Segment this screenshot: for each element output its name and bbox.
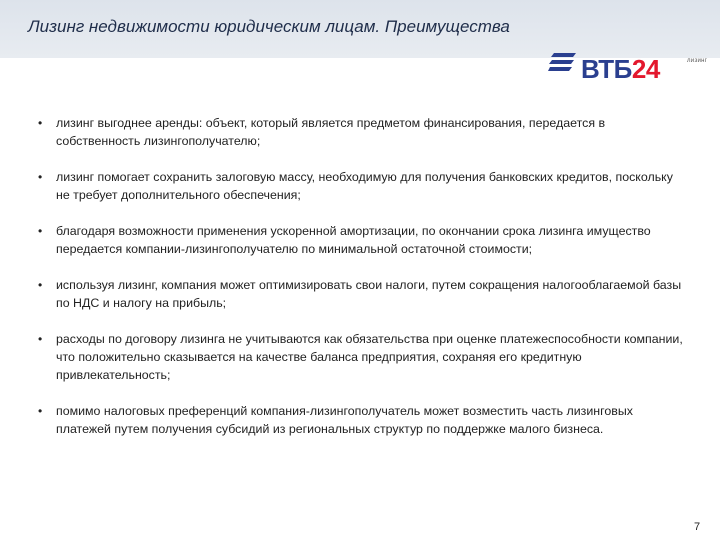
- list-item-text: лизинг выгоднее аренды: объект, который является предметом финансирования, передается в собственность лизингополучателю;: [56, 116, 606, 148]
- list-item: [38, 402, 688, 438]
- list-item: [38, 114, 688, 150]
- logo-subtitle: лизинг: [687, 58, 708, 64]
- list-item: [38, 276, 688, 312]
- vtb24-logo: [544, 46, 714, 90]
- list-item-text: благодаря возможности применения ускоренной амортизации, по окончании срока лизинга имущество передается компании-лизингополучателю по минимальной остаточной стоимости;: [56, 224, 651, 256]
- advantages-list: [38, 114, 688, 456]
- bullet-icon: •: [38, 224, 43, 238]
- list-item-text: используя лизинг, компания может оптимизировать свои налоги, путем сокращения налогооблагаемой базы по НДС и налогу на прибыль;: [56, 278, 682, 310]
- list-item: [38, 168, 688, 204]
- page-number: 7: [694, 521, 701, 533]
- bullet-icon: •: [38, 332, 43, 346]
- vtb-swoosh-icon: [548, 50, 578, 74]
- logo-wordmark-vtb: ВТБ: [581, 54, 632, 84]
- list-item-text: лизинг помогает сохранить залоговую массу, необходимую для получения банковских кредитов, поскольку не требует дополнительного обеспечения;: [56, 170, 673, 202]
- logo-wordmark-24: 24: [631, 54, 660, 84]
- list-item: [38, 330, 688, 384]
- logo-wordmark: [581, 54, 660, 84]
- bullet-icon: •: [38, 116, 43, 130]
- slide-title: Лизинг недвижимости юридическим лицам. Преимущества: [28, 17, 510, 36]
- list-item-text: расходы по договору лизинга не учитываются как обязательства при оценке платежеспособности компании, что положительно сказывается на качестве баланса предприятия, сохраняя его кредитную привлекательность;: [56, 332, 683, 382]
- bullet-icon: •: [38, 404, 43, 418]
- list-item-text: помимо налоговых преференций компания-лизингополучатель может возместить часть лизинговых платежей путем получения субсидий из региональных структур по поддержке малого бизнеса.: [56, 404, 633, 436]
- bullet-icon: •: [38, 278, 43, 292]
- bullet-icon: •: [38, 170, 43, 184]
- list-item: [38, 222, 688, 258]
